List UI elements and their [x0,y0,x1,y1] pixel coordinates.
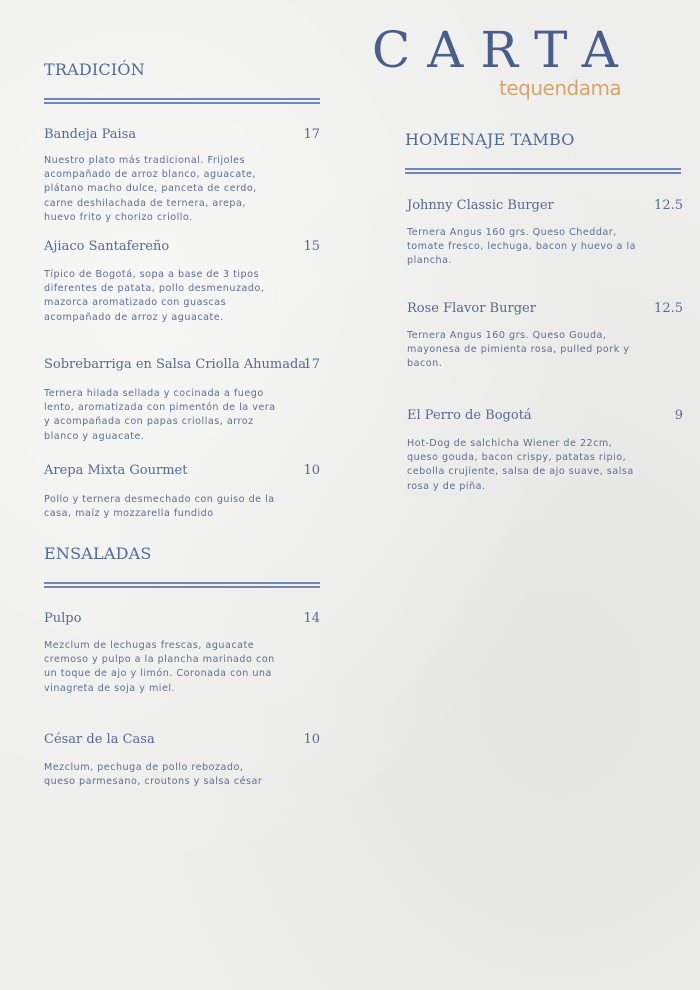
brand-subtitle: tequendama [499,76,622,100]
section-title-ensaladas: ENSALADAS [44,544,152,563]
menu-item-price: 10 [303,732,320,747]
section-divider [44,98,320,104]
menu-item-name: Ajiaco Santafereño [44,239,170,254]
menu-item-description: Nuestro plato más tradicional. Frijoles acompañado de arroz blanco, aguacate, plátano macho dulce, panceta de cerdo, carne deshilachada de ternera, arepa, huevo frito y chorizo criollo. [44,155,257,223]
menu-item-name: Arepa Mixta Gourmet [44,463,188,478]
menu-item-name: César de la Casa [44,732,155,747]
menu-item-price: 12.5 [654,198,683,213]
menu-item-name: Johnny Classic Burger [407,198,554,213]
menu-item-price: 10 [303,463,320,478]
menu-item-description: Mezclum, pechuga de pollo rebozado, queso parmesano, croutons y salsa césar [44,762,263,788]
menu-item-description: Mezclum de lechugas frescas, aguacate cremoso y pulpo a la plancha marinado con un toque de ajo y limón. Coronada con una vinagreta de soja y miel. [44,640,275,694]
menu-item-price: 15 [303,239,320,254]
menu-item-price: 14 [303,611,320,626]
menu-item-description: Ternera hilada sellada y cocinada a fuego lento, aromatizada con pimentón de la vera y acompañada con papas criollas, arroz blanco y aguacate. [44,388,276,442]
section-divider [405,168,681,174]
menu-item-description: Ternera Angus 160 grs. Queso Cheddar, tomate fresco, lechuga, bacon y huevo a la plancha. [407,227,636,267]
menu-item-description: Ternera Angus 160 grs. Queso Gouda, mayonesa de pimienta rosa, pulled pork y bacon. [407,330,630,370]
menu-item-name: Rose Flavor Burger [407,301,536,316]
menu-item-name: El Perro de Bogotá [407,408,532,423]
brand-title: CARTA [372,21,635,79]
menu-item-name: Pulpo [44,611,82,626]
menu-item-name: Sobrebarriga en Salsa Criolla Ahumada [44,357,307,372]
menu-item-price: 12.5 [654,301,683,316]
menu-item-price: 17 [303,127,320,142]
section-title-tradicion: TRADICIÓN [44,60,145,79]
menu-item-description: Típico de Bogotá, sopa a base de 3 tipos diferentes de patata, pollo desmenuzado, mazorca aromatizado con guascas acompañado de arroz y aguacate. [44,269,265,323]
menu-item-description: Pollo y ternera desmechado con guiso de la casa, maíz y mozzarella fundido [44,494,275,520]
menu-item-name: Bandeja Paisa [44,127,137,142]
section-divider [44,582,320,588]
section-title-homenaje-tambo: HOMENAJE TAMBO [405,130,575,149]
menu-item-description: Hot-Dog de salchicha Wiener de 22cm, queso gouda, bacon crispy, patatas ripio, cebolla crujiente, salsa de ajo suave, salsa rosa y de piña. [407,438,634,492]
menu-item-price: 17 [303,357,320,372]
menu-item-price: 9 [674,408,683,423]
